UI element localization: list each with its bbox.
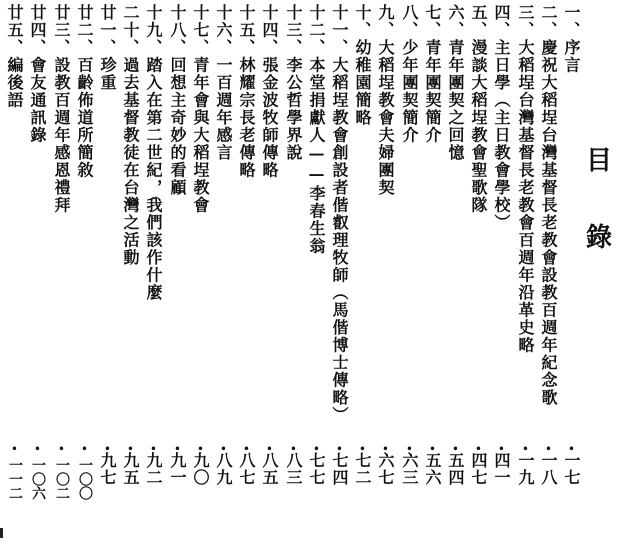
toc-entry-page: 九〇 bbox=[191, 452, 210, 486]
toc-leader-dots: • bbox=[522, 444, 529, 455]
toc-leader-dots: • bbox=[220, 444, 227, 455]
toc-leader-dots: • bbox=[58, 444, 65, 455]
toc-entry-title: 三、大稻埕台灣基督長老教會百週年沿革史略 bbox=[516, 4, 535, 354]
toc-leader-dots: • bbox=[359, 444, 366, 455]
toc-entry-title: 四、主日學（主日教會學校） bbox=[492, 4, 511, 232]
toc-leader-dots: • bbox=[545, 444, 552, 455]
toc-entry-title: 六、青年團契之回憶 bbox=[446, 4, 465, 162]
toc-entry-title: 十一、大稻埕教會創設者偕叡理牧師（馬偕博士傳略） bbox=[330, 4, 349, 424]
toc-entry-title: 十七、青年會與大稻埕教會 bbox=[191, 4, 210, 214]
toc-entry-title: 廿二、百齡佈道所簡敘 bbox=[75, 4, 94, 179]
toc-entry-title: 十二、本堂捐獻人——李春生翁 bbox=[307, 4, 326, 255]
toc-entry-page: 七二 bbox=[353, 452, 372, 486]
toc-entry-title: 十、幼稚園簡略 bbox=[353, 4, 372, 127]
toc-entry-title: 八、少年團契簡介 bbox=[400, 4, 419, 144]
toc-entry-page: 七四 bbox=[330, 452, 349, 486]
toc-entry-title: 廿四、會友通訊錄 bbox=[28, 4, 47, 144]
toc-leader-dots: • bbox=[382, 444, 389, 455]
toc-leader-dots: • bbox=[568, 444, 575, 455]
toc-entry-title: 十四、張金波牧師傳略 bbox=[260, 4, 279, 179]
toc-leader-dots: • bbox=[313, 444, 320, 455]
toc-entry-page: 一〇二 bbox=[54, 458, 70, 500]
toc-entry-title: 十三、李公哲學界說 bbox=[284, 4, 303, 162]
toc-leader-dots: • bbox=[290, 444, 297, 455]
toc-leader-dots: • bbox=[406, 444, 413, 455]
scan-mark bbox=[0, 528, 3, 538]
toc-leader-dots: • bbox=[197, 444, 204, 455]
toc-entry-title: 廿五、編後語 bbox=[5, 4, 24, 109]
toc-leader-dots: • bbox=[150, 444, 157, 455]
toc-leader-dots: • bbox=[475, 444, 482, 455]
toc-entry-title: 二、慶祝大稻埕台灣基督長老教會設教百週年紀念歌 bbox=[539, 4, 558, 407]
toc-leader-dots: • bbox=[34, 444, 41, 455]
toc-entry-title: 七、青年團契簡介 bbox=[423, 4, 442, 144]
toc-entry-page: 一〇〇 bbox=[77, 458, 93, 500]
toc-entry-title: 十八、回想主奇妙的看顧 bbox=[168, 4, 187, 197]
toc-entry-title: 五、漫談大稻埕教會聖歌隊 bbox=[469, 4, 488, 214]
toc-entry-page: 八三 bbox=[284, 452, 303, 486]
toc-leader-dots: • bbox=[127, 444, 134, 455]
toc-entry-page: 六三 bbox=[400, 452, 419, 486]
toc-entry-page: 六七 bbox=[376, 452, 395, 486]
toc-leader-dots: • bbox=[11, 444, 18, 455]
toc-entry-page: 七七 bbox=[307, 452, 326, 486]
toc-entry-title: 十五、林耀宗長老傳略 bbox=[237, 4, 256, 179]
toc-entry-title: 廿三、設教百週年感恩禮拜 bbox=[52, 4, 71, 214]
toc-leader-dots: • bbox=[81, 444, 88, 455]
toc-entry-title: 十九、踏入在第二世紀，我們該作什麼 bbox=[144, 4, 163, 302]
toc-entry-page: 五六 bbox=[423, 452, 442, 486]
toc-leader-dots: • bbox=[429, 444, 436, 455]
toc-entry-page: 五四 bbox=[446, 452, 465, 486]
toc-entry-page: 一〇六 bbox=[30, 458, 46, 500]
toc-entry-title: 九、大稻埕教會夫婦團契 bbox=[376, 4, 395, 197]
toc-leader-dots: • bbox=[104, 444, 111, 455]
toc-entry-title: 廿一、珍重 bbox=[98, 4, 117, 92]
toc-entry-page: 一八 bbox=[539, 452, 558, 486]
toc-entry-page: 一一二 bbox=[7, 458, 23, 500]
toc-entry-page: 八九 bbox=[214, 452, 233, 486]
toc-entry-page: 九七 bbox=[98, 452, 117, 486]
toc-entry-page: 九一 bbox=[168, 452, 187, 486]
toc-entry-title: 二十、過去基督教徒在台灣之活動 bbox=[121, 4, 140, 267]
toc-entry-title: 十六、一百週年感言 bbox=[214, 4, 233, 162]
toc-leader-dots: • bbox=[452, 444, 459, 455]
toc-leader-dots: • bbox=[174, 444, 181, 455]
toc-title-char-2: 錄 bbox=[586, 223, 613, 253]
toc-entry-title: 一、序言 bbox=[562, 4, 581, 74]
toc-entry-page: 九二 bbox=[144, 452, 163, 486]
toc-entry-page: 九五 bbox=[121, 452, 140, 486]
toc-entry-page: 一九 bbox=[516, 452, 535, 486]
toc-entry-page: 八七 bbox=[237, 452, 256, 486]
toc-entry-page: 一七 bbox=[562, 452, 581, 486]
toc-entry-page: 八五 bbox=[260, 452, 279, 486]
toc-leader-dots: • bbox=[266, 444, 273, 455]
toc-leader-dots: • bbox=[243, 444, 250, 455]
toc-entry-page: 四一 bbox=[492, 452, 511, 486]
toc-entry-page: 四七 bbox=[469, 452, 488, 486]
toc-leader-dots: • bbox=[336, 444, 343, 455]
toc-leader-dots: • bbox=[498, 444, 505, 455]
toc-title-char-1: 目 bbox=[586, 146, 613, 176]
